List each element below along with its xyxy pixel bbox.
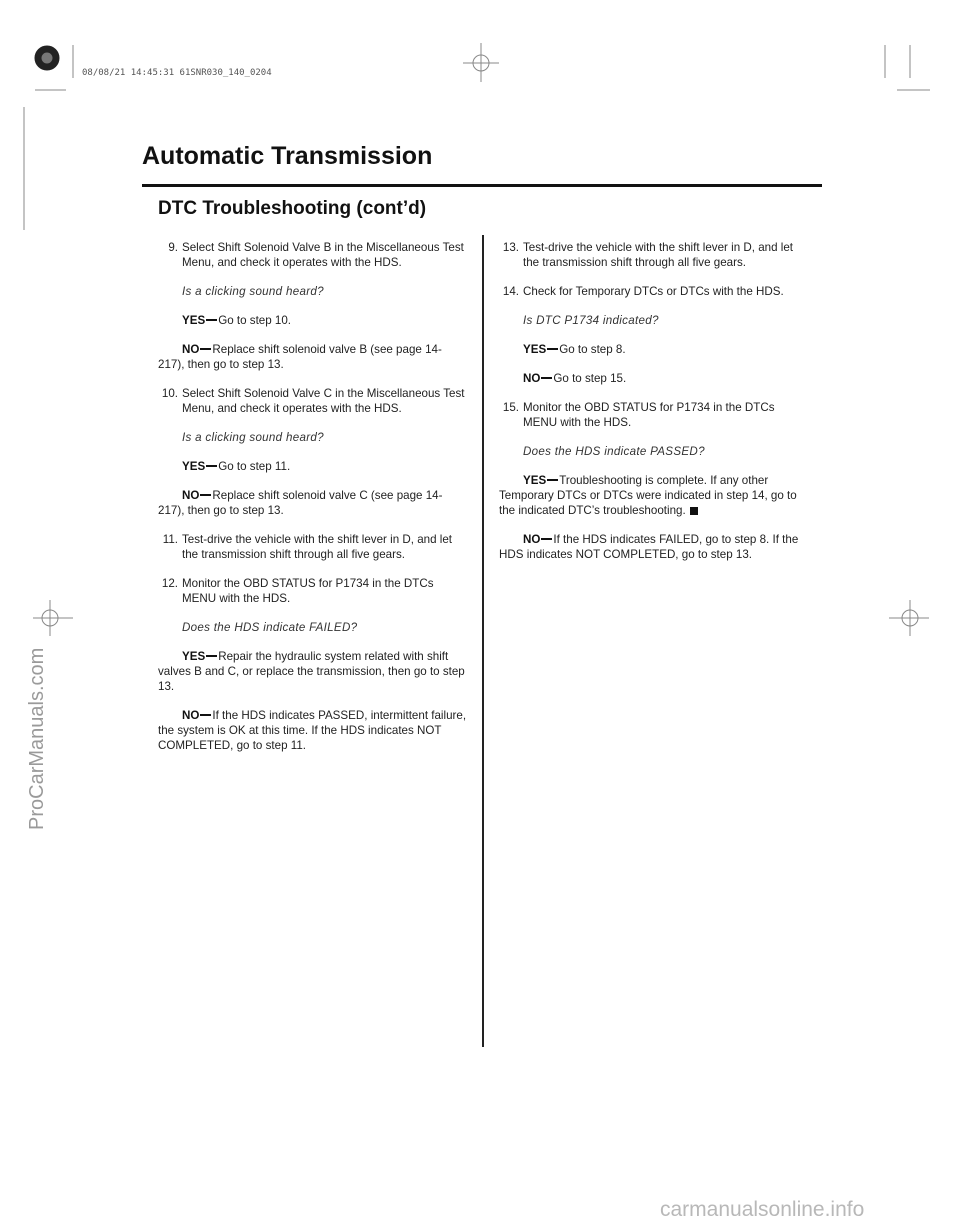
step-number: 11. (162, 533, 178, 546)
no-answer (158, 342, 468, 372)
yes-label: YES (182, 314, 206, 327)
no-answer (499, 532, 809, 562)
dash-icon (541, 377, 552, 378)
yes-answer (499, 473, 809, 518)
dash-icon (541, 538, 552, 539)
left-column (158, 240, 468, 753)
step-question: Is DTC P1734 indicated? (523, 314, 659, 327)
answer-text: Repair the hydraulic system related with shift valves B and C, or replace the transmission, then go to step 13. (158, 650, 465, 693)
no-answer (158, 488, 468, 518)
yes-label: YES (182, 460, 206, 473)
title-rule (142, 184, 822, 187)
column-divider (482, 235, 484, 1047)
dash-icon (200, 348, 211, 349)
no-label: NO (182, 709, 200, 722)
yes-answer (158, 313, 468, 328)
step-text: Select Shift Solenoid Valve B in the Miscellaneous Test Menu, and check it operates with the HDS. (182, 241, 464, 269)
step-number: 14. (502, 285, 519, 298)
step-question: Is a clicking sound heard? (182, 285, 324, 298)
step-10 (158, 386, 468, 416)
end-of-section-icon (690, 507, 698, 515)
step-15 (499, 400, 809, 430)
step-number: 13. (502, 241, 519, 254)
step-text: Test-drive the vehicle with the shift lever in D, and let the transmission shift through all five gears. (182, 533, 453, 561)
yes-answer (158, 459, 468, 474)
answer-text: Go to step 15. (553, 372, 627, 385)
dash-icon (200, 714, 211, 715)
print-stamp: 08/08/21 14:45:31 61SNR030_140_0204 (82, 68, 272, 78)
no-label: NO (523, 533, 541, 546)
step-number: 10. (161, 387, 178, 400)
step-text: Monitor the OBD STATUS for P1734 in the DTCs MENU with the HDS. (182, 577, 434, 605)
step-number: 9. (168, 241, 178, 254)
step-12 (158, 576, 468, 606)
step-question: Does the HDS indicate PASSED? (523, 445, 705, 458)
answer-text: Go to step 10. (218, 314, 292, 327)
side-watermark: ProCarManuals.com (26, 647, 48, 830)
bottom-watermark: carmanualsonline.info (660, 1198, 865, 1221)
section-subtitle: DTC Troubleshooting (cont’d) (158, 198, 427, 219)
dash-icon (206, 319, 217, 320)
dash-icon (200, 494, 211, 495)
step-question: Is a clicking sound heard? (182, 431, 324, 444)
no-answer (158, 708, 468, 753)
page-title: Automatic Transmission (142, 142, 433, 170)
dash-icon (547, 479, 558, 480)
answer-text: Go to step 8. (559, 343, 626, 356)
dash-icon (206, 465, 217, 466)
yes-label: YES (182, 650, 206, 663)
step-13 (499, 240, 809, 270)
dash-icon (206, 655, 217, 656)
step-11 (158, 532, 468, 562)
answer-text: If the HDS indicates PASSED, intermittent failure, the system is OK at this time. If the HDS indicates NOT COMPLETED, go to step 11. (158, 709, 467, 752)
step-text: Check for Temporary DTCs or DTCs with the HDS. (523, 285, 784, 298)
step-number: 15. (502, 401, 519, 414)
step-text: Select Shift Solenoid Valve C in the Miscellaneous Test Menu, and check it operates with the HDS. (182, 387, 465, 415)
step-question: Does the HDS indicate FAILED? (182, 621, 358, 634)
yes-label: YES (523, 474, 547, 487)
step-text: Test-drive the vehicle with the shift lever in D, and let the transmission shift through all five gears. (523, 241, 794, 269)
answer-text: Troubleshooting is complete. If any other Temporary DTCs or DTCs were indicated in step 14, go to the indicated DTC’s troubleshooting. (499, 474, 797, 517)
dash-icon (547, 348, 558, 349)
no-label: NO (182, 343, 200, 356)
answer-text: Replace shift solenoid valve C (see page 14-217), then go to step 13. (158, 489, 443, 517)
answer-text: If the HDS indicates FAILED, go to step 8. If the HDS indicates NOT COMPLETED, go to step 13. (499, 533, 799, 561)
step-9 (158, 240, 468, 270)
yes-answer (158, 649, 468, 694)
step-number: 12. (161, 577, 178, 590)
no-label: NO (523, 372, 541, 385)
yes-label: YES (523, 343, 547, 356)
no-answer (499, 371, 809, 386)
answer-text: Go to step 11. (218, 460, 291, 473)
step-14 (499, 284, 809, 299)
yes-answer (499, 342, 809, 357)
step-text: Monitor the OBD STATUS for P1734 in the DTCs MENU with the HDS. (523, 401, 775, 429)
right-column (499, 240, 809, 562)
no-label: NO (182, 489, 200, 502)
answer-text: Replace shift solenoid valve B (see page 14-217), then go to step 13. (158, 343, 442, 371)
